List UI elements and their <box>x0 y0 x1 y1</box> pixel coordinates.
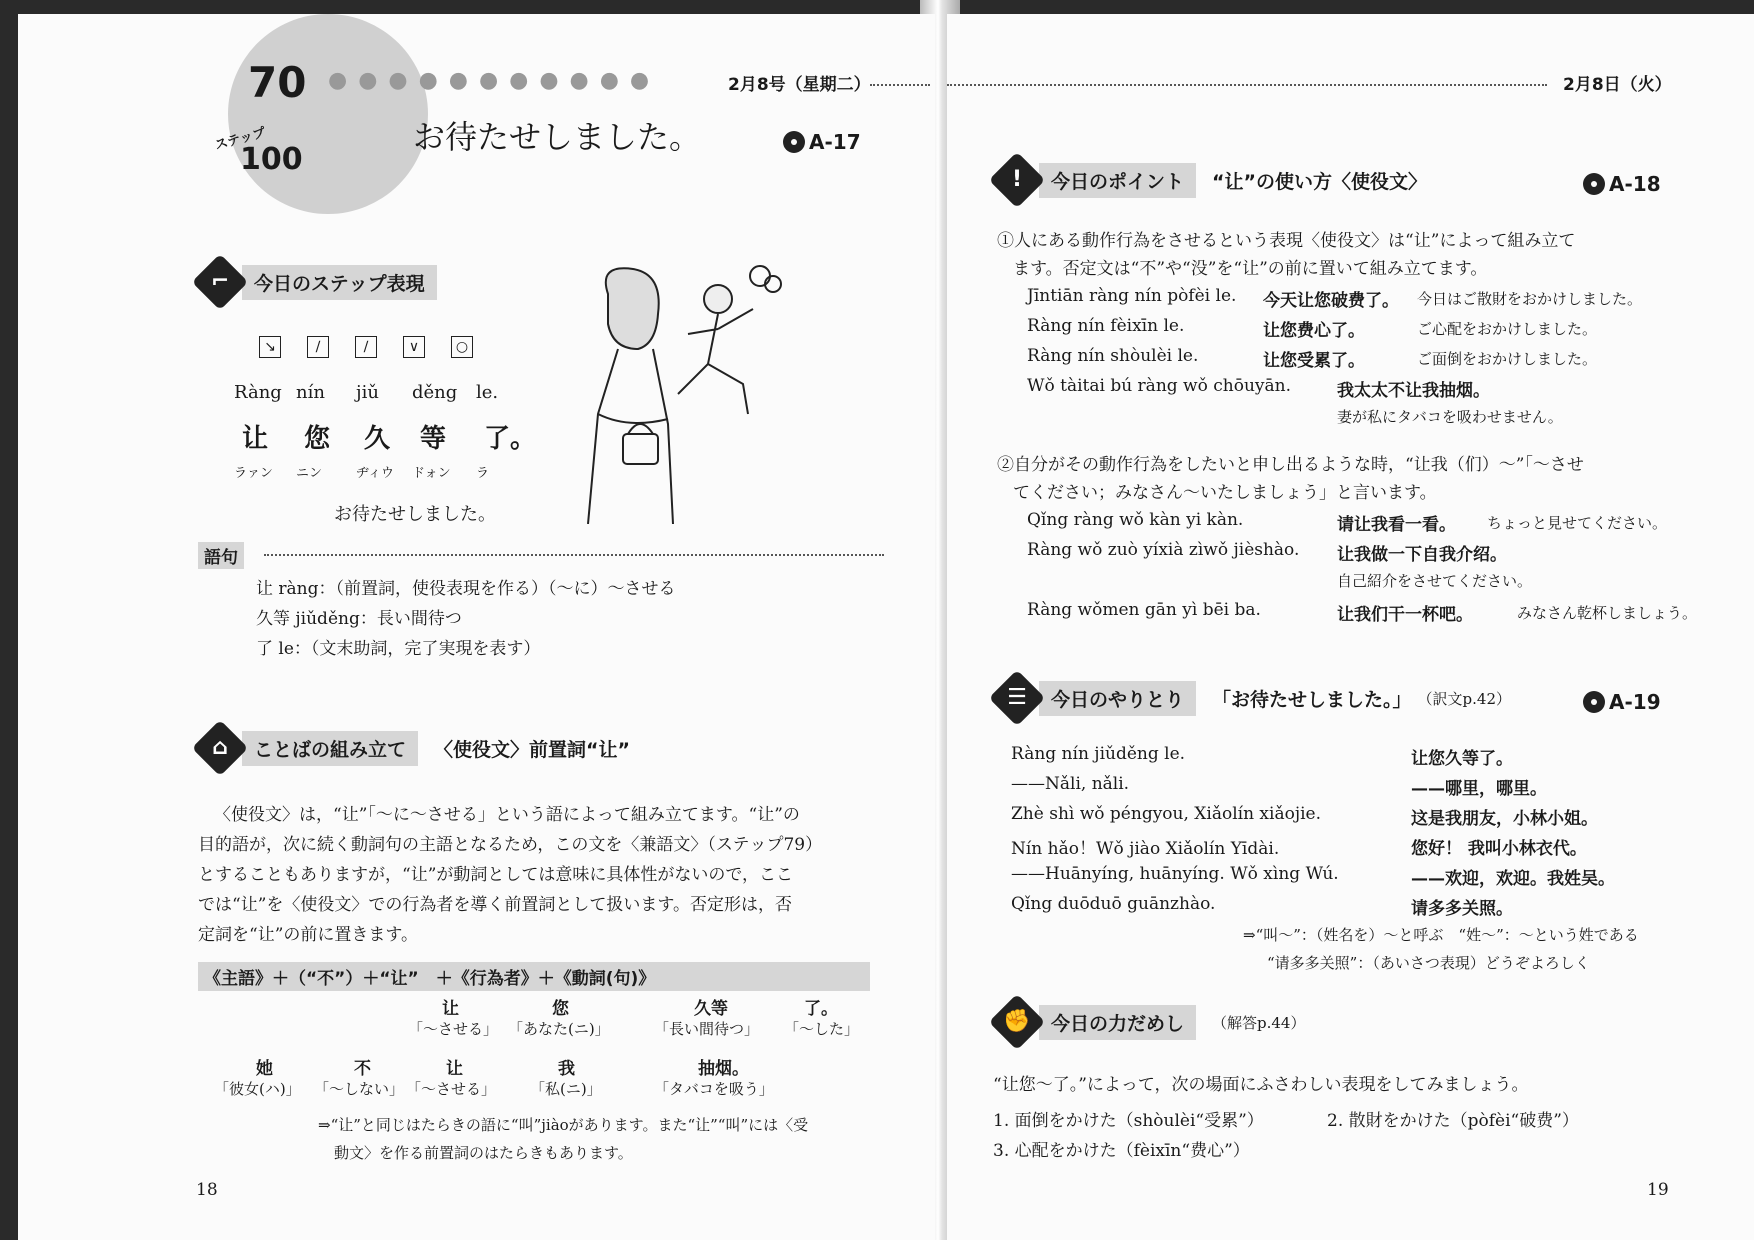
ex-ja: ご面倒をおかけしました。 <box>1417 350 1598 368</box>
ex-zh: 我太太不让我抽烟。 <box>1337 381 1490 401</box>
track-label: A-17 <box>809 130 861 154</box>
step-translation: お待たせしました。 <box>334 504 496 525</box>
ex-ja: 自己紹介をさせてください。 <box>1337 572 1533 590</box>
hanzi: 让 <box>242 424 269 454</box>
ex-zh: 让您费心了。 <box>1263 321 1365 341</box>
dialog-zh: 这是我朋友，小林小姐。 <box>1411 809 1598 829</box>
ex1-zh-2: 久等 <box>694 999 728 1019</box>
ex-zh: 让您受累了。 <box>1263 351 1365 371</box>
ex-pinyin: Ràng nín shòulèi le. <box>1027 346 1199 366</box>
cd-icon <box>1583 691 1605 713</box>
dialog-title: 今日のやりとり <box>1039 681 1196 716</box>
dialog-pinyin: ——Nǎli, nǎli. <box>1011 774 1130 794</box>
grammar-body-line: とすることもありますが，“让”が動詞としては意味に具体性がないので，ここ <box>198 865 794 885</box>
step-badge <box>213 58 326 177</box>
grammar-body-line: 定詞を“让”の前に置きます。 <box>198 925 419 945</box>
ex1-zh-1: 您 <box>552 999 569 1019</box>
kana: ラ <box>476 466 490 481</box>
track-a17 <box>783 130 861 154</box>
ex-zh: 请让我看一看。 <box>1337 515 1456 535</box>
practice-item: 2. 散財をかけた（pòfèi“破费”） <box>1327 1111 1579 1131</box>
point-header <box>993 162 1427 198</box>
dialog-zh: 请多多关照。 <box>1411 899 1513 919</box>
grammar-header <box>196 730 630 766</box>
ex-zh: 让我们干一杯吧。 <box>1337 605 1473 625</box>
dialog-header <box>993 680 1511 716</box>
kana: ドォン <box>412 466 451 481</box>
practice-title: 今日の力だめし <box>1039 1005 1196 1040</box>
pinyin: děng <box>412 382 458 403</box>
ex2-zh-3: 我 <box>558 1059 575 1079</box>
dialog-zh: 让您久等了。 <box>1411 749 1513 769</box>
practice-item: 1. 面倒をかけた（shòulèi“受累”） <box>993 1111 1264 1131</box>
ex-ja: みなさん乾杯しましょう。 <box>1517 604 1698 622</box>
dialog-zh: ——哪里，哪里。 <box>1411 779 1547 799</box>
ex1-ja-1: 「あなた(ニ)」 <box>508 1020 610 1038</box>
ex2-ja-3: 「私(ニ)」 <box>530 1080 602 1098</box>
grammar-subtitle: 〈使役文〉前置詞“让” <box>434 738 630 761</box>
ex1-ja-0: 「〜させる」 <box>408 1020 499 1038</box>
ex2-zh-4: 抽烟。 <box>698 1059 749 1079</box>
vocab-item: 让 ràng：（前置詞，使役表現を作る）（〜に）〜させる <box>256 579 676 599</box>
vocab-label: 語句 <box>198 542 244 569</box>
step-expr-title: 今日のステップ表現 <box>242 265 437 300</box>
header-date-rule <box>870 84 930 86</box>
ex1-ja-3: 「〜した」 <box>784 1020 860 1038</box>
dialog-subtitle: 「お待たせしました。」 <box>1212 688 1412 711</box>
practice-item: 3. 心配をかけた（fèixīn“费心”） <box>993 1141 1250 1161</box>
stairs-icon: ⌐ <box>210 269 230 294</box>
pinyin: le. <box>476 382 499 403</box>
step-kana-row <box>234 462 489 481</box>
ex1-zh-3: 了。 <box>804 999 838 1019</box>
tone-marks <box>246 336 486 358</box>
dialog-pinyin: Ràng nín jiǔděng le. <box>1011 744 1186 764</box>
hanzi: 您 <box>304 424 331 454</box>
point-title: 今日のポイント <box>1039 163 1196 198</box>
header-date-rule <box>947 84 1547 86</box>
dialog-note: ⇒“叫〜”：（姓名を）〜と呼ぶ “姓〜”：〜という姓である <box>1243 926 1639 944</box>
ex-zh: 让我做一下自我介绍。 <box>1337 545 1507 565</box>
ex-pinyin: Qǐng ràng wǒ kàn yi kàn. <box>1027 510 1244 530</box>
point-p2-line: てください；みなさん〜いたしましょう」と言います。 <box>1013 483 1437 503</box>
hanzi: 久 <box>364 424 391 454</box>
exclamation-icon: ! <box>1011 167 1023 192</box>
grammar-body-line: 目的語が，次に続く動詞句の主語となるため，この文を〈兼語文〉（ステップ79） <box>198 835 823 855</box>
cd-icon <box>783 131 805 153</box>
ex-pinyin: Jīntiān ràng nín pòfèi le. <box>1027 286 1237 306</box>
grammar-body-line: では“让”を〈使役文〉での行為者を導く前置詞として扱います。否定形は，否 <box>198 895 793 915</box>
grammar-note-line: ⇒“让”と同じはたらきの語に“叫”jiàoがあります。また“让”“叫”には〈受 <box>318 1116 809 1134</box>
dialog-ref: （訳文p.42） <box>1417 689 1511 708</box>
left-page <box>18 14 935 1240</box>
tone-mark: ∨ <box>403 336 425 358</box>
track-a19 <box>1583 690 1661 714</box>
grammar-body-line: 〈使役文〉は，“让”「〜に〜させる」という語によって組み立てます。“让”の <box>214 805 800 825</box>
ex2-ja-2: 「〜させる」 <box>406 1080 497 1098</box>
point-p1-line: ①人にある動作行為をさせるという表現〈使役文〉は“让”によって組み立て <box>997 231 1576 251</box>
pinyin: nín <box>296 382 325 403</box>
hanzi: 了。 <box>484 424 537 454</box>
ex-ja: 妻が私にタバコを吸わせません。 <box>1337 408 1563 426</box>
ex-ja: ちょっと見せてください。 <box>1487 514 1668 532</box>
ex-pinyin: Ràng nín fèixīn le. <box>1027 316 1185 336</box>
page-title: お待たせしました。 <box>413 118 702 156</box>
vocab-rule <box>264 554 884 556</box>
dialog-zh: 您好！ 我叫小林衣代。 <box>1411 839 1587 859</box>
practice-intro: “让您〜了。”によって，次の場面にふさわしい表現をしてみましょう。 <box>993 1075 1529 1095</box>
point-p2-line: ②自分がその動作行為をしたいと申し出るような時，“让我（们）〜”「〜させ <box>997 455 1584 475</box>
point-subtitle: “让”の使い方〈使役文〉 <box>1212 170 1427 193</box>
practice-header <box>993 1004 1305 1040</box>
ex2-zh-1: 不 <box>354 1059 371 1079</box>
pinyin: Ràng <box>234 382 282 403</box>
ex1-ja-2: 「長い間待つ」 <box>654 1020 760 1038</box>
step-expr-header <box>196 264 437 300</box>
dialog-pinyin: Zhè shì wǒ péngyou, Xiǎolín xiǎojie. <box>1011 804 1322 824</box>
vocab-item: 了 le：（文末助詞，完了実現を表す） <box>256 639 541 659</box>
point-p1-line: ます。否定文は“不”や“没”を“让”の前に置いて組み立てます。 <box>1013 259 1488 279</box>
kana: ニン <box>296 466 323 481</box>
dialog-note: “请多多关照”：（あいさつ表現）どうぞよろしく <box>1267 954 1590 972</box>
ex1-zh-0: 让 <box>442 999 459 1019</box>
grammar-note-line: 動文〉を作る前置詞のはたらきもあります。 <box>334 1144 633 1162</box>
dialog-pinyin: Qǐng duōduō guānzhào. <box>1011 894 1216 914</box>
step-number: 70 <box>248 58 307 107</box>
tone-mark: ∕ <box>355 336 377 358</box>
speech-bubble-icon: ☰ <box>1007 685 1027 710</box>
ex2-ja-0: 「彼女(ハ)」 <box>214 1080 301 1098</box>
ex-ja: ご心配をおかけしました。 <box>1417 320 1598 338</box>
ex-pinyin: Wǒ tàitai bú ràng wǒ chōuyān. <box>1027 376 1291 396</box>
grammar-formula: 《主語》＋（“不”）＋“让” ＋《行為者》＋《動詞(句)》 <box>198 962 870 991</box>
ex-pinyin: Ràng wǒ zuò yíxià zìwǒ jièshào. <box>1027 540 1300 560</box>
ex-zh: 今天让您破费了。 <box>1263 291 1399 311</box>
step-label: ステップ <box>213 125 268 154</box>
practice-ref: （解答p.44） <box>1212 1013 1306 1032</box>
ex2-ja-4: 「タバコを吸う」 <box>654 1080 774 1098</box>
house-icon: ⌂ <box>212 735 228 760</box>
page-number-right: 19 <box>1647 1180 1669 1200</box>
step-hanzi-row <box>242 418 536 455</box>
header-date: 2月8日（火） <box>1563 75 1672 95</box>
ex2-zh-2: 让 <box>446 1059 463 1079</box>
track-label: A-19 <box>1609 690 1661 714</box>
tone-mark: ○ <box>451 336 473 358</box>
grammar-title: ことばの組み立て <box>242 731 418 766</box>
track-a18 <box>1583 172 1661 196</box>
vocab-item: 久等 jiǔděng：長い間待つ <box>256 609 462 629</box>
dialog-zh: ——欢迎，欢迎。我姓吴。 <box>1411 869 1615 889</box>
illustration <box>578 254 808 524</box>
ex-pinyin: Ràng wǒmen gān yì bēi ba. <box>1027 600 1261 620</box>
cd-icon <box>1583 173 1605 195</box>
page-number-left: 18 <box>196 1180 218 1200</box>
ex2-zh-0: 她 <box>256 1059 273 1079</box>
dialog-pinyin: Nín hǎo！Wǒ jiào Xiǎolín Yīdài. <box>1011 839 1280 859</box>
fist-icon: ✊ <box>1003 1009 1031 1034</box>
ex-ja: 今日はご散財をおかけしました。 <box>1417 290 1643 308</box>
right-page <box>947 14 1754 1240</box>
hanzi: 等 <box>420 424 447 454</box>
tone-mark: ↘ <box>259 336 281 358</box>
step-total: 100 <box>240 142 303 177</box>
pinyin: jiǔ <box>356 382 379 403</box>
kana: ラァン <box>234 466 273 481</box>
header-date: 2月8号（星期二） <box>728 75 871 95</box>
track-label: A-18 <box>1609 172 1661 196</box>
dialog-pinyin: ——Huānyíng, huānyíng. Wǒ xìng Wú. <box>1011 864 1339 884</box>
tone-mark: ∕ <box>307 336 329 358</box>
step-pinyin-row <box>234 382 498 403</box>
ex2-ja-1: 「〜しない」 <box>314 1080 405 1098</box>
kana: ヂィウ <box>356 466 394 481</box>
header-dots: ● ● ● ● ● ● ● ● ● ● ● <box>328 68 652 93</box>
